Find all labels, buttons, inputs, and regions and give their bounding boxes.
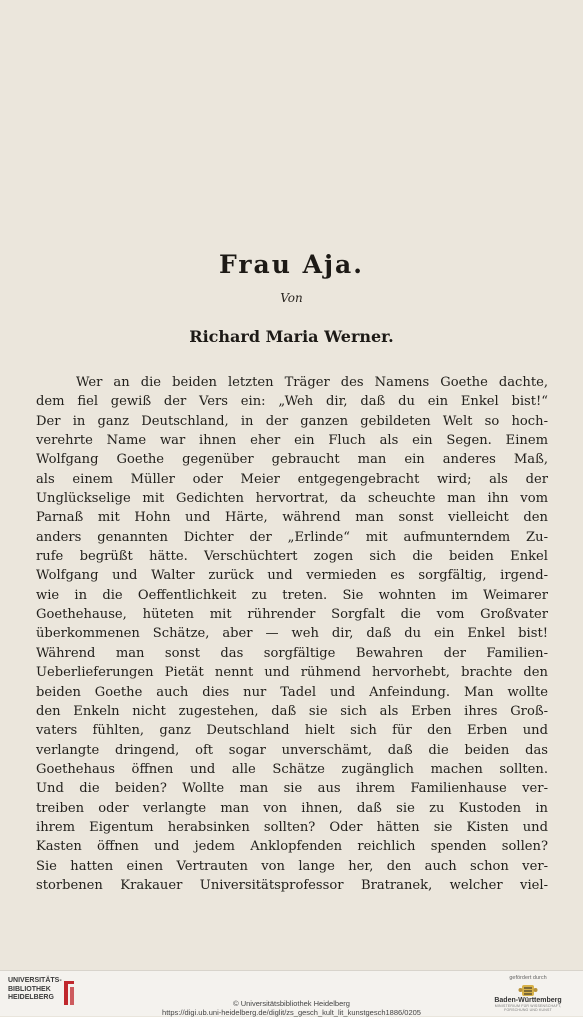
text-line: Kasten öffnen und jedem Anklopfenden reichlich spenden sollen? (36, 839, 548, 855)
text-line: anders genannten Dichter der „Erlinde“ mit aufmunterndem Zu- (36, 529, 548, 545)
text-line: Unglückselige mit Gedichten hervortrat, da scheuchte man ihn vom (36, 491, 548, 507)
sponsor-label: gefördert durch (509, 975, 547, 981)
text-line: treiben oder verlangte man von ihnen, daß sie zu Kustoden in (36, 800, 548, 816)
sponsor-ministry: MINISTERIUM FÜR WISSENSCHAFT, FORSCHUNG UND KUNST (494, 1004, 562, 1012)
text-line: rufe begrüßt hätte. Verschüchtert zogen sich die beiden Enkel (36, 549, 548, 565)
text-line: storbenen Krakauer Universitätsprofessor Bratranek, welcher viel- (36, 877, 548, 893)
article-title: Frau Aja. (219, 250, 364, 279)
text-line: überkommenen Schätze, aber — weh dir, daß du ein Enkel bist! (36, 626, 548, 642)
crest-icon (518, 983, 538, 997)
text-line: ihrem Eigentum herabsinken sollten? Oder hätten sie Kisten und (36, 819, 548, 835)
byline: Von (280, 291, 303, 305)
text-line: Goethehaus öffnen und alle Schätze zugänglich machen sollten. (36, 761, 548, 777)
text-line: Sie hatten einen Vertrauten von lange her, den auch schon ver- (36, 858, 548, 874)
text-line: verehrte Name war ihnen eher ein Fluch als ein Segen. Einem (36, 433, 548, 449)
text-line: den Enkeln nicht zugestehen, daß sie sich als Erben ihres Groß- (36, 703, 548, 719)
text-line: verlangte dringend, oft sogar unverschämt, daß die beiden das (36, 742, 548, 758)
text-line: Und die beiden? Wollte man sie aus ihrem Familienhause ver- (36, 781, 548, 797)
text-line: vaters fühlten, ganz Deutschland hielt sich für den Erben und (36, 723, 548, 739)
text-line: dem fiel gewiß der Vers ein: „Weh dir, daß du ein Enkel bist!“ (36, 394, 548, 410)
library-name-line: UNIVERSITÄTS- (8, 977, 62, 984)
text-line: wie in die Oeffentlichkeit zu treten. Sie wohnten im Weimarer (36, 587, 548, 603)
text-line: Ueberlieferungen Pietät nennt und rühmend hervorhebt, brachte den (36, 665, 548, 681)
text-line: Wolfgang Goethe gegenüber gebraucht man ein anderes Maß, (36, 452, 548, 468)
text-line: Der in ganz Deutschland, in der ganzen gebildeten Welt so hoch- (36, 413, 548, 429)
text-line: Wolfgang und Walter zurück und vermieden es sorgfältig, irgend- (36, 568, 548, 584)
viewer-footer (0, 970, 583, 1016)
author-name: Richard Maria Werner. (189, 327, 394, 346)
text-line: Während man sonst das sorgfältige Bewahren der Familien- (36, 645, 548, 661)
library-name-line: HEIDELBERG (8, 994, 54, 1001)
text-line: Parnaß mit Hohn und Härte, während man sonst vielleicht den (36, 510, 548, 526)
sponsor-name: Baden-Württemberg (494, 997, 562, 1004)
library-name-line: BIBLIOTHEK (8, 985, 51, 993)
text-line: beiden Goethe auch dies nur Tadel und Anfeindung. Man wollte (36, 684, 548, 700)
text-line: Goethehause, hüteten mit rührender Sorgfalt die vom Großvater (36, 607, 548, 623)
permalink[interactable]: https://digi.ub.uni-heidelberg.de/diglit/zs_gesch_kult_lit_kunstgesch1886/0205 (162, 1008, 421, 1017)
text-line: als einem Müller oder Meier entgegengebracht wird; als der (36, 471, 548, 487)
sponsor-logo (483, 975, 573, 1012)
copyright-notice: © Universitätsbibliothek Heidelberg (233, 999, 350, 1008)
article-body (36, 373, 548, 895)
text-line: Wer an die beiden letzten Träger des Namens Goethe dachte, (76, 375, 548, 390)
